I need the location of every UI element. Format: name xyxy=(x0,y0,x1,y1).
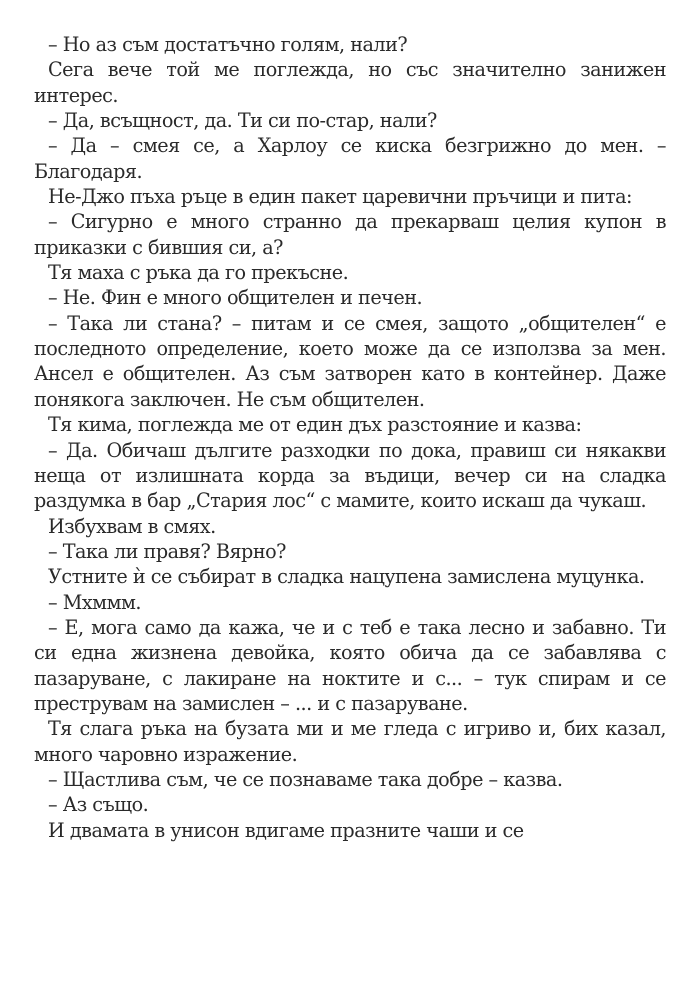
paragraph-11: – Да. Обичаш дългите разходки по дока, правиш си някакви неща от излишната корда за въдици, вечер си на сладка раздумка в бар „Стария лос“ с мамите, които искаш да чукаш. xyxy=(34,438,666,513)
paragraph-14: Устните ѝ се събират в сладка нацупена замислена муцунка. xyxy=(48,565,645,589)
paragraph-13: – Така ли правя? Вярно? xyxy=(48,539,286,563)
paragraph-19: – Аз също. xyxy=(48,793,149,817)
paragraph-17: Тя слага ръка на бузата ми и ме гледа с игриво и, бих казал, много чаровно изражение. xyxy=(34,717,666,766)
paragraph-3: – Да, всъщност, да. Ти си по-стар, нали? xyxy=(48,109,437,133)
paragraph-10: Тя кима, поглежда ме от един дъх разстояние и казва: xyxy=(48,413,582,437)
paragraph-12: Избухвам в смях. xyxy=(48,514,216,538)
paragraph-15: – Мхммм. xyxy=(48,590,142,614)
paragraph-9: – Така ли стана? – питам и се смея, защото „общителен“ е последното определение, което може да се използва за мен. Ансел е общителен. Аз съм затворен като в контейнер. Даже понякога заключен. Не съм общителен. xyxy=(34,311,666,411)
paragraph-4: – Да – смея се, а Харлоу се киска безгрижно до мен. – Благодаря. xyxy=(34,134,666,183)
paragraph-7: Тя маха с ръка да го прекъсне. xyxy=(48,261,349,285)
paragraph-18: – Щастлива съм, че се познаваме така добре – казва. xyxy=(48,767,563,791)
paragraph-1: – Но аз съм достатъчно голям, нали? xyxy=(48,33,408,56)
paragraph-20: И двамата в унисон вдигаме празните чаши и се xyxy=(48,818,524,842)
paragraph-6: – Сигурно е много странно да прекарваш целия купон в приказки с бившия си, а? xyxy=(34,210,666,259)
paragraph-2: Сега вече той ме поглежда, но със значително занижен интерес. xyxy=(34,58,666,107)
paragraph-16: – Е, мога само да кажа, че и с теб е така лесно и забавно. Ти си една жизнена девойка, която обича да се забавлява с пазаруване, с лакиране на ноктите и с... – тук спирам и се преструвам на замислен – ... и с пазаруване. xyxy=(34,615,666,715)
paragraph-8: – Не. Фин е много общителен и печен. xyxy=(48,286,423,310)
paragraph-5: Не-Джо пъха ръце в един пакет царевични пръчици и пита: xyxy=(48,185,632,209)
book-page xyxy=(34,32,666,843)
